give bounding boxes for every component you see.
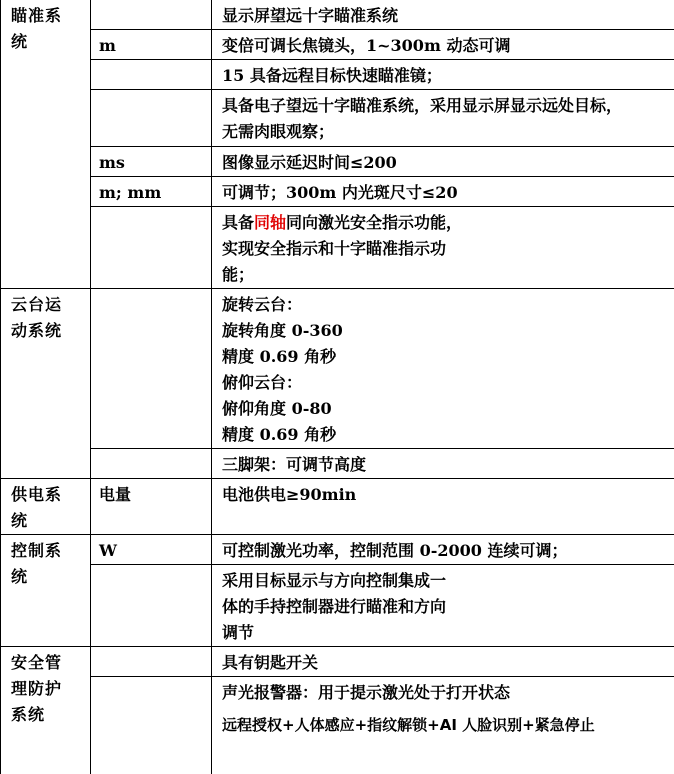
table-row xyxy=(1,177,674,207)
desc-cell xyxy=(212,449,674,479)
unit-cell xyxy=(91,647,212,677)
desc-line: 采用目标显示与方向控制集成一 xyxy=(222,568,670,594)
unit-cell: ms xyxy=(91,147,212,177)
desc-line: 电池供电≥90min xyxy=(222,482,670,508)
desc-cell xyxy=(212,479,674,535)
table-row xyxy=(1,147,674,177)
category-title: 系统 xyxy=(11,702,84,728)
desc-line: 旋转角度 0-360 xyxy=(222,318,670,344)
category-title: 供电系 xyxy=(11,482,84,508)
category-power-system xyxy=(1,479,91,535)
desc-line-feature-list: 远程授权+人体感应+指纹解锁+AI 人脸识别+紧急停止 xyxy=(222,706,670,738)
desc-line: 显示屏望远十字瞄准系统 xyxy=(222,3,670,29)
unit-cell xyxy=(91,677,212,774)
category-title: 安全管 xyxy=(11,650,84,676)
unit-cell: m; mm xyxy=(91,177,212,207)
desc-line: 15 具备远程目标快速瞄准镜； xyxy=(222,63,670,89)
desc-cell xyxy=(212,289,674,449)
desc-line: 能； xyxy=(222,262,670,288)
category-title: 云台运 xyxy=(11,292,84,318)
desc-line xyxy=(222,210,670,236)
desc-line: 声光报警器：用于提示激光处于打开状态 xyxy=(222,680,670,706)
desc-cell xyxy=(212,677,674,774)
desc-line: 可控制激光功率，控制范围 0-2000 连续可调； xyxy=(222,538,670,564)
desc-line: 具有钥匙开关 xyxy=(222,650,670,676)
unit-cell xyxy=(91,565,212,647)
desc-line: 俯仰云台： xyxy=(222,370,670,396)
table-row xyxy=(1,30,674,60)
category-aiming-system xyxy=(1,0,91,289)
unit-cell xyxy=(91,60,212,90)
desc-line: 三脚架：可调节高度 xyxy=(222,452,670,478)
table-row xyxy=(1,207,674,289)
desc-line: 调节 xyxy=(222,620,670,646)
desc-line: 实现安全指示和十字瞄准指示功 xyxy=(222,236,670,262)
table-row xyxy=(1,647,674,677)
desc-line: 具备电子望远十字瞄准系统，采用显示屏显示远处目标， xyxy=(222,93,670,119)
desc-cell xyxy=(212,535,674,565)
unit-cell xyxy=(91,207,212,289)
category-title: 控制系 xyxy=(11,538,84,564)
table-row xyxy=(1,0,674,30)
unit-cell xyxy=(91,289,212,449)
desc-cell xyxy=(212,90,674,147)
unit-cell xyxy=(91,0,212,30)
desc-cell xyxy=(212,565,674,647)
unit-cell: m xyxy=(91,30,212,60)
desc-cell xyxy=(212,207,674,289)
desc-cell xyxy=(212,177,674,207)
desc-line: 图像显示延迟时间≤200 xyxy=(222,150,670,176)
desc-line: 体的手持控制器进行瞄准和方向 xyxy=(222,594,670,620)
category-title: 统 xyxy=(11,564,84,590)
table-row xyxy=(1,535,674,565)
category-title: 动系统 xyxy=(11,318,84,344)
table-row xyxy=(1,449,674,479)
desc-line: 无需肉眼观察； xyxy=(222,119,670,145)
unit-cell: W xyxy=(91,535,212,565)
table-row xyxy=(1,479,674,535)
highlight-text: 同轴 xyxy=(254,213,286,232)
category-title: 理防护 xyxy=(11,676,84,702)
desc-line: 可调节；300m 内光斑尺寸≤20 xyxy=(222,180,670,206)
unit-cell xyxy=(91,90,212,147)
desc-line: 精度 0.69 角秒 xyxy=(222,422,670,448)
desc-line: 精度 0.69 角秒 xyxy=(222,344,670,370)
desc-suffix: 同向激光安全指示功能， xyxy=(286,213,462,232)
desc-cell xyxy=(212,147,674,177)
unit-cell xyxy=(91,449,212,479)
table-row xyxy=(1,565,674,647)
table-row xyxy=(1,289,674,449)
category-safety-system xyxy=(1,647,91,774)
category-title: 统 xyxy=(11,508,84,534)
desc-prefix: 具备 xyxy=(222,213,254,232)
table-row xyxy=(1,60,674,90)
table-row xyxy=(1,90,674,147)
desc-cell xyxy=(212,647,674,677)
desc-cell xyxy=(212,60,674,90)
desc-line: 变倍可调长焦镜头，1~300m 动态可调 xyxy=(222,33,670,59)
category-title: 瞄准系统 xyxy=(11,3,75,55)
desc-cell xyxy=(212,30,674,60)
desc-cell xyxy=(212,0,674,30)
unit-cell: 电量 xyxy=(91,479,212,535)
desc-line: 旋转云台： xyxy=(222,292,670,318)
category-control-system xyxy=(1,535,91,647)
desc-line: 俯仰角度 0-80 xyxy=(222,396,670,422)
table-row xyxy=(1,677,674,774)
category-gimbal-system xyxy=(1,289,91,479)
